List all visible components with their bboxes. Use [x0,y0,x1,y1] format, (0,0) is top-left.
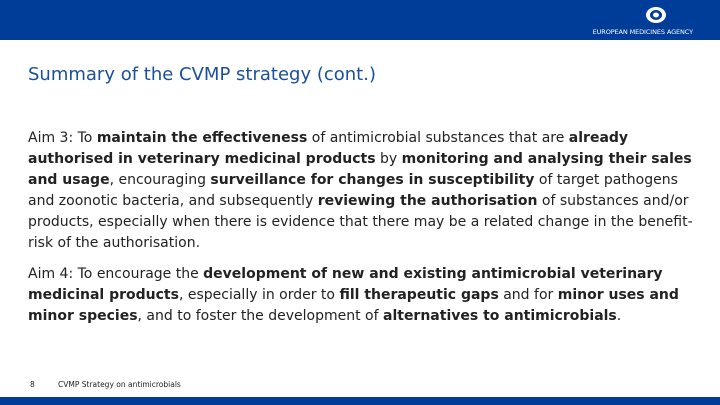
slide-body [28,128,700,337]
footer-bar [0,397,720,405]
emphasis-text: development of new and existing antimicrobial veterinary medicinal products [28,266,663,303]
header-bar [0,0,720,40]
emphasis-text: reviewing the authorisation [317,193,538,209]
emphasis-text: fill therapeutic gaps [339,287,499,303]
body-text: Aim 4: To encourage the [28,266,204,282]
emphasis-text: already authorised in veterinary medicinal products [28,130,629,167]
body-text: , especially in order to [178,287,340,303]
aim-4-paragraph [28,264,700,327]
page-number: 8 [30,380,35,389]
ema-logo [570,0,720,40]
body-text: of target pathogens and zoonotic bacteria, and subsequently [28,172,678,209]
aim-3-paragraph [28,128,700,254]
body-text: , and to foster the development of [137,308,383,324]
body-text: Aim 3: To [28,130,97,146]
emphasis-text: alternatives to antimicrobials [383,308,617,324]
org-name: EUROPEAN MEDICINES AGENCY [592,28,693,36]
ema-emblem-icon [644,5,668,25]
body-text: by [375,151,402,167]
footer-doc-title: CVMP Strategy on antimicrobials [58,380,181,389]
body-text: and for [498,287,558,303]
emphasis-text: surveillance for changes in susceptibility [210,172,535,188]
body-text: . [616,308,622,324]
emphasis-text: minor uses and minor species [28,287,679,324]
footer [30,380,181,389]
body-text: of substances and/or products, especially when there is evidence that there may be a related change in the benefit-risk of the authorisation. [28,193,693,251]
emphasis-text: monitoring and analysing their sales and usage [28,151,692,188]
emphasis-text: maintain the effectiveness [96,130,308,146]
body-text: of antimicrobial substances that are [307,130,569,146]
slide-title: Summary of the CVMP strategy (cont.) [28,64,376,85]
body-text: , encouraging [109,172,211,188]
